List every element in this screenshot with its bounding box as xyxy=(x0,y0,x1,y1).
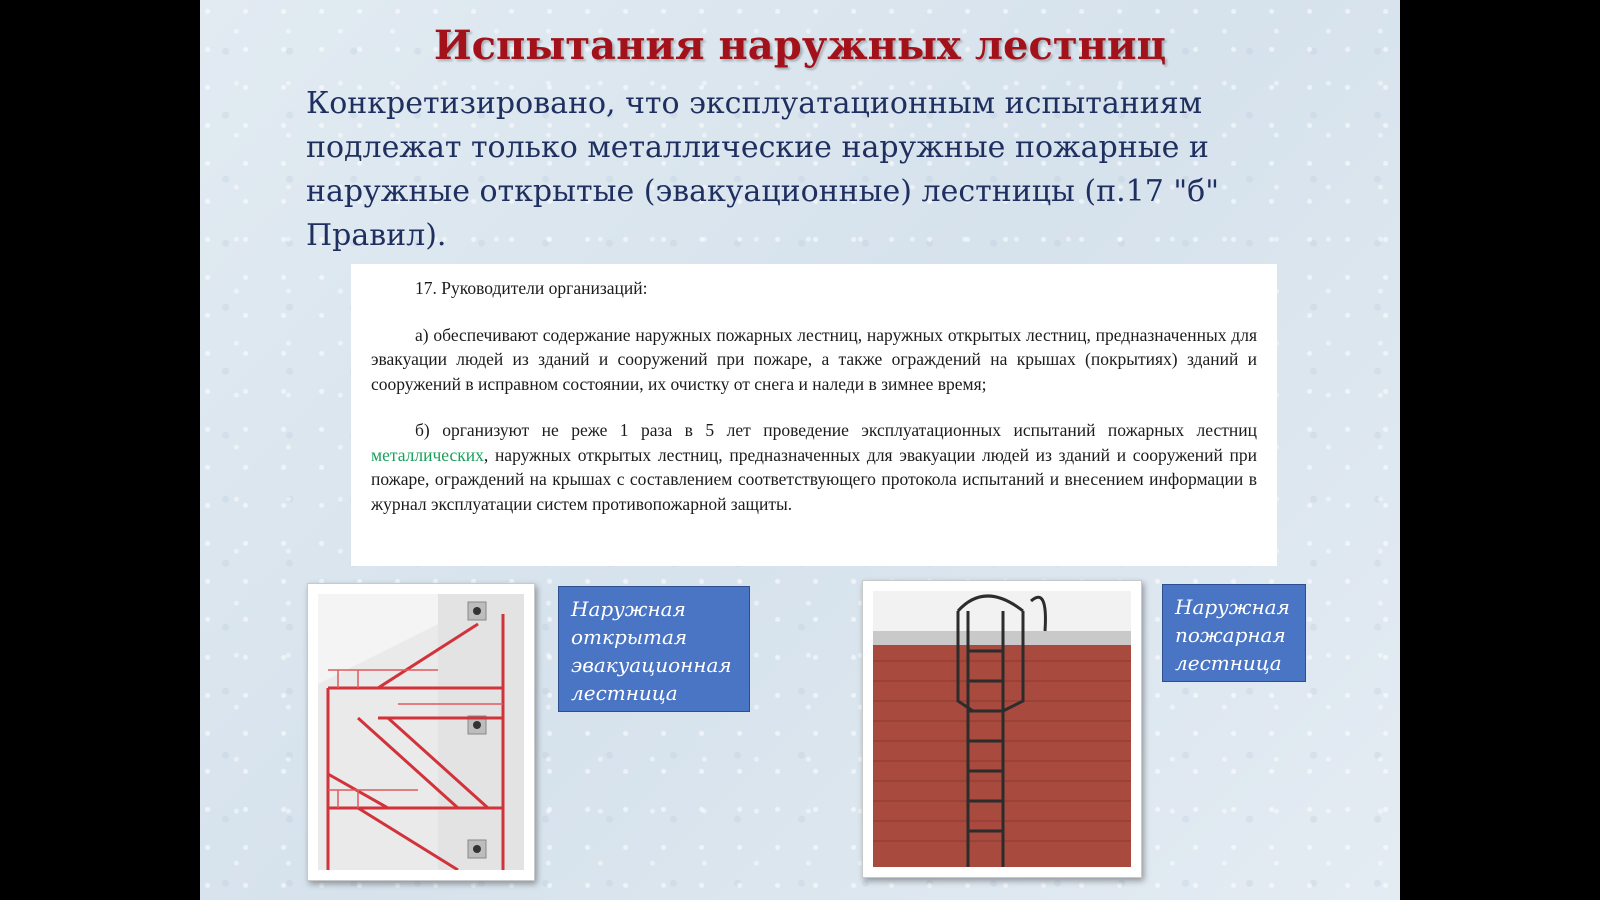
excerpt-item-b xyxy=(371,418,1257,516)
intro-text: Конкретизировано, что эксплуатационным испытаниям подлежат только металлические наружные пожарные и наружные открытые (эвакуационные) лестницы (п.17 "б" Правил). xyxy=(306,86,1220,253)
fire-ladder-caption: Наружная пожарная лестница xyxy=(1162,584,1306,682)
slide-title: Испытания наружных лестниц xyxy=(433,22,1167,69)
evacuation-stair-photo xyxy=(307,583,535,881)
evacuation-stair-image xyxy=(318,594,524,870)
evacuation-stair-caption: Наружная открытая эвакуационная лестница xyxy=(558,586,750,712)
excerpt-heading: 17. Руководители организаций: xyxy=(415,278,648,298)
regulation-excerpt xyxy=(351,264,1277,566)
item-b-highlight: металлических xyxy=(371,444,484,465)
fire-ladder-photo xyxy=(862,580,1142,878)
excerpt-item-a: а) обеспечивают содержание наружных пожарных лестниц, наружных открытых лестниц, предназначенных для эвакуации людей из зданий и сооружений при пожаре, а также ограждений на крышах (покрытиях) зданий и сооружений в исправном состоянии, их очистку от снега и наледи в зимнее время; xyxy=(371,324,1257,394)
fire-ladder-image xyxy=(873,591,1131,867)
item-b-text-end: , наружных открытых лестниц, предназначенных для эвакуации людей из зданий и сооружений при пожаре, ограждений на крышах с составлением соответствующего протокола испытаний и внесением информации в журнал эксплуатации систем противопожарной защиты. xyxy=(371,444,1257,514)
item-b-text-start: б) организуют не реже 1 раза в 5 лет проведение эксплуатационных испытаний пожарных лестниц xyxy=(415,420,1257,440)
slide xyxy=(200,0,1400,900)
